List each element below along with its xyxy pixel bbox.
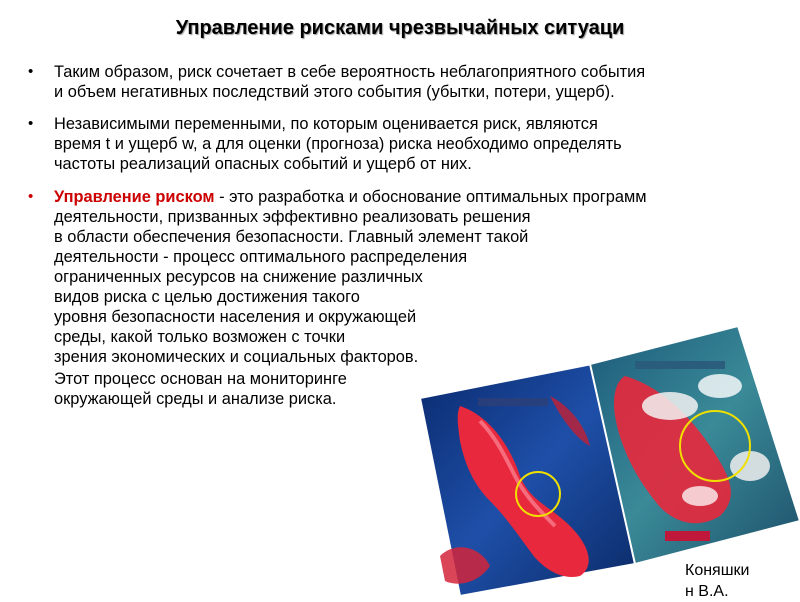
bullet-3-line-1: [54, 187, 647, 207]
bullet-3-line-7: уровня безопасности населения и окружающей: [54, 308, 417, 326]
bullet-1-line-1: Таким образом, риск сочетает в себе вероятность неблагоприятного события: [54, 63, 646, 81]
term-risk-management: Управление риском: [54, 188, 215, 206]
bullet-3-line-10: Этот процесс основан на мониторинге: [54, 370, 347, 388]
author-line-2: н В.А.: [685, 583, 729, 600]
bullet-1-line-2: и объем негативных последствий этого события (убытки, потери, ущерб).: [54, 83, 615, 101]
bullet-marker: •: [28, 115, 34, 132]
bullet-2-line-2: время t и ущерб w, а для оценки (прогноза) риска необходимо определять: [54, 135, 622, 153]
author-line-1: Коняшки: [685, 562, 750, 579]
bullet-3-line-8: среды, какой только возможен с точки: [54, 328, 346, 346]
satellite-images: [420, 326, 800, 596]
bullet-3-line-1-rest: - это разработка и обоснование оптимальных программ: [214, 188, 647, 206]
bullet-3-line-3: в области обеспечения безопасности. Главный элемент такой: [54, 228, 529, 246]
bullet-3-line-2: деятельности, призванных эффективно реализовать решения: [54, 208, 531, 226]
bullet-3-line-9: зрения экономических и социальных факторов.: [54, 348, 419, 366]
author-name: [685, 560, 750, 602]
bullet-marker-red: •: [28, 188, 34, 205]
bullet-marker: •: [28, 63, 34, 80]
bullet-3-line-6: видов риска с целью достижения такого: [54, 288, 360, 306]
bullet-3-line-11: окружающей среды и анализе риска.: [54, 390, 337, 408]
bullet-2-line-1: Независимыми переменными, по которым оценивается риск, являются: [54, 115, 598, 133]
bullet-2-line-3: частоты реализаций опасных событий и ущерб от них.: [54, 155, 472, 173]
satellite-image-pair: [420, 326, 800, 596]
page-title: Управление рисками чрезвычайных ситуаци: [175, 17, 625, 39]
bullet-3-line-4: деятельности - процесс оптимального распределения: [54, 248, 468, 266]
bullet-3-line-5: ограниченных ресурсов на снижение различных: [54, 268, 423, 286]
